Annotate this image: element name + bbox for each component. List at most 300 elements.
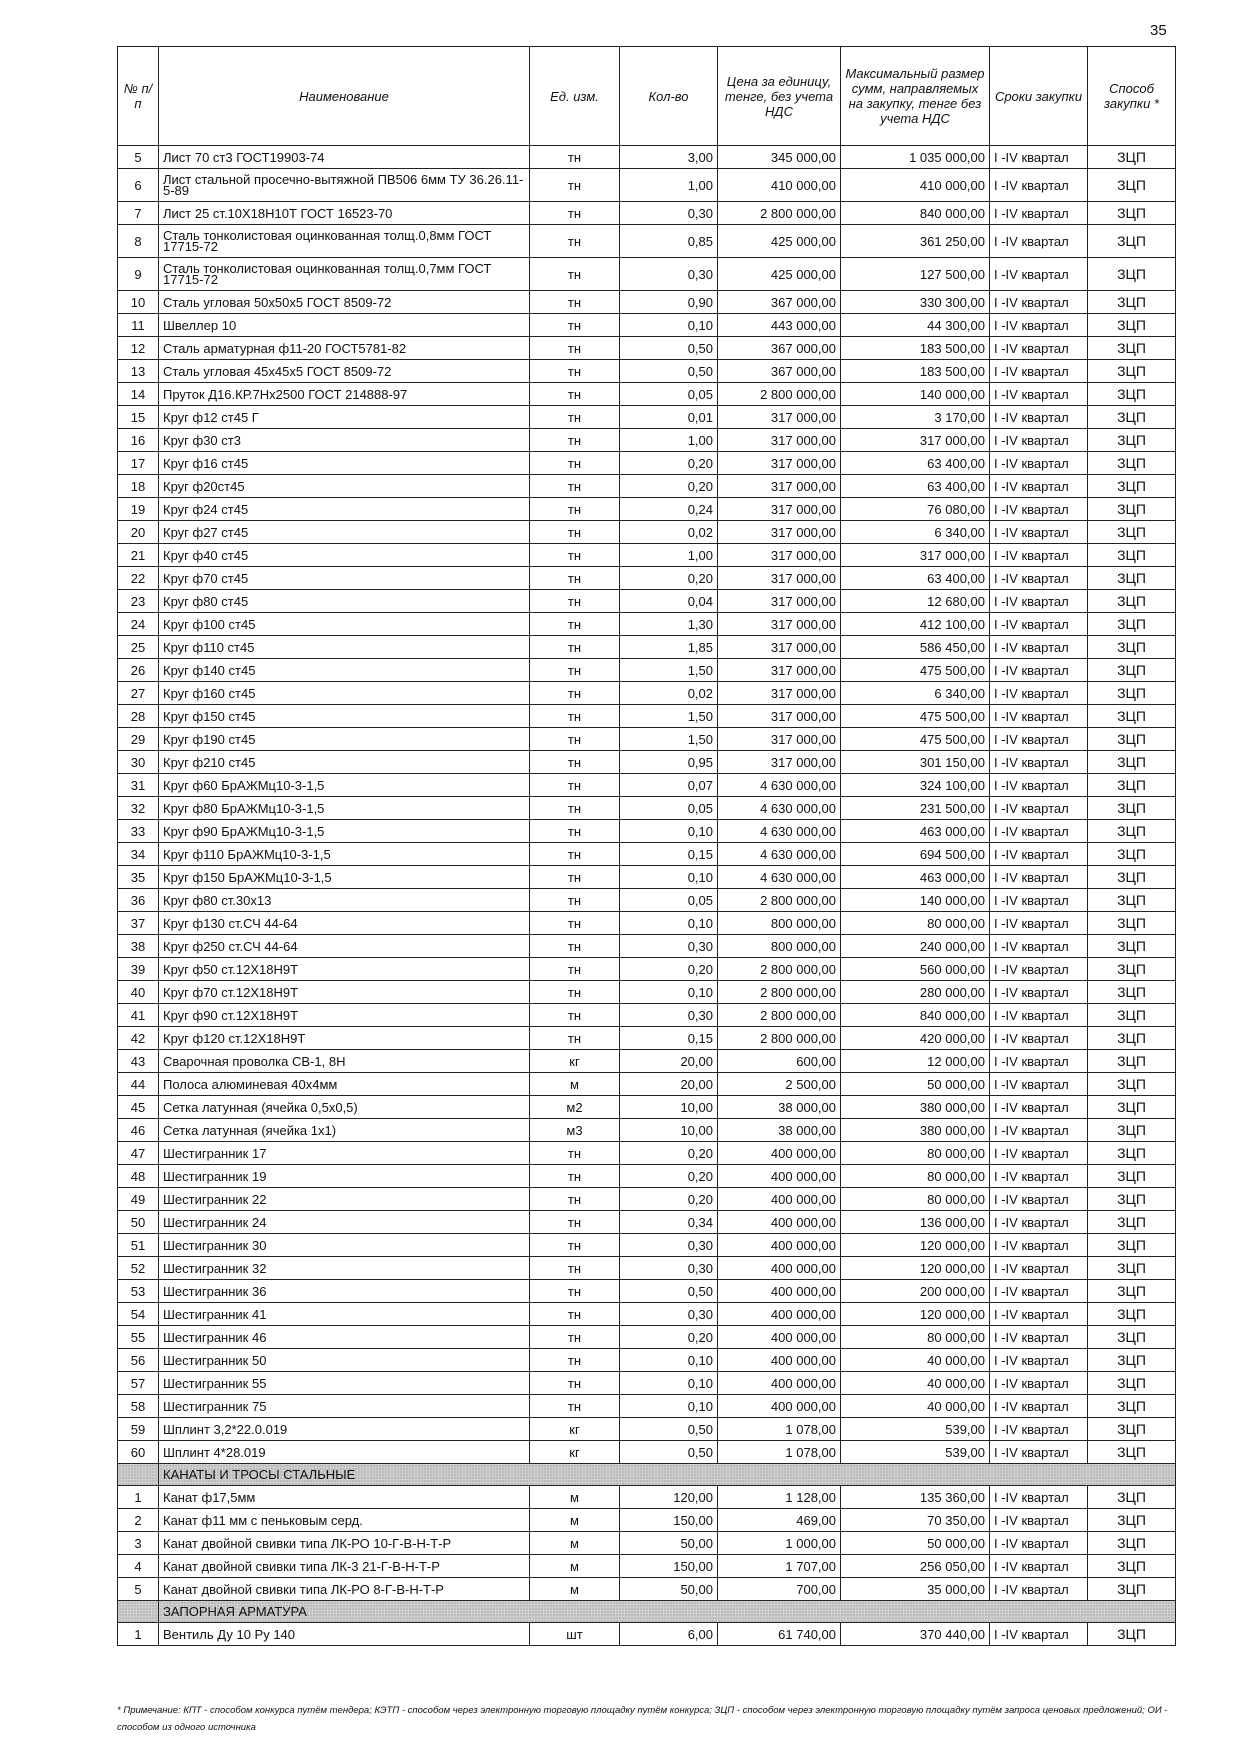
cell-max: 840 000,00 [841, 1004, 990, 1027]
cell-qty: 0,01 [620, 406, 718, 429]
cell-method: ЗЦП [1088, 202, 1176, 225]
cell-price: 61 740,00 [718, 1623, 841, 1646]
cell-name: Шестигранник 75 [159, 1395, 530, 1418]
cell-name: Сталь угловая 45х45х5 ГОСТ 8509-72 [159, 360, 530, 383]
cell-num: 9 [118, 258, 159, 291]
cell-name: Круг ф150 ст45 [159, 705, 530, 728]
cell-num: 40 [118, 981, 159, 1004]
table-row [118, 406, 1176, 429]
cell-max: 420 000,00 [841, 1027, 990, 1050]
cell-max: 80 000,00 [841, 1165, 990, 1188]
cell-max: 70 350,00 [841, 1509, 990, 1532]
cell-method: ЗЦП [1088, 258, 1176, 291]
cell-unit: тн [530, 728, 620, 751]
cell-method: ЗЦП [1088, 590, 1176, 613]
table-row [118, 383, 1176, 406]
cell-price: 2 800 000,00 [718, 981, 841, 1004]
cell-max: 280 000,00 [841, 981, 990, 1004]
cell-name: Круг ф120 ст.12Х18Н9Т [159, 1027, 530, 1050]
cell-name: Круг ф130 ст.СЧ 44-64 [159, 912, 530, 935]
table-row [118, 1349, 1176, 1372]
table-row [118, 935, 1176, 958]
cell-qty: 3,00 [620, 146, 718, 169]
cell-num: 56 [118, 1349, 159, 1372]
cell-max: 40 000,00 [841, 1349, 990, 1372]
cell-method: ЗЦП [1088, 889, 1176, 912]
cell-unit: тн [530, 544, 620, 567]
cell-qty: 0,10 [620, 981, 718, 1004]
cell-name: Шестигранник 36 [159, 1280, 530, 1303]
cell-method: ЗЦП [1088, 682, 1176, 705]
footnote: * Примечание: КПТ - способом конкурса путём тендера; КЭТП - способом через электронную торговую площадку путём конкурса; ЗЦП - способом через электронную торговую площадку путём запроса ценовых предложений; ОИ - способом из одного источника [117, 1705, 1168, 1733]
cell-unit: тн [530, 1188, 620, 1211]
cell-max: 6 340,00 [841, 682, 990, 705]
cell-unit: тн [530, 360, 620, 383]
cell-unit: тн [530, 521, 620, 544]
cell-max: 324 100,00 [841, 774, 990, 797]
cell-max: 35 000,00 [841, 1578, 990, 1601]
cell-term: I -IV квартал [990, 751, 1088, 774]
cell-qty: 0,30 [620, 258, 718, 291]
cell-term: I -IV квартал [990, 544, 1088, 567]
header-qty: Кол-во [620, 47, 718, 146]
cell-term: I -IV квартал [990, 1257, 1088, 1280]
cell-qty: 0,10 [620, 1395, 718, 1418]
cell-term: I -IV квартал [990, 1188, 1088, 1211]
cell-max: 44 300,00 [841, 314, 990, 337]
section-title: ЗАПОРНАЯ АРМАТУРА [159, 1601, 1176, 1623]
cell-term: I -IV квартал [990, 452, 1088, 475]
cell-unit: тн [530, 774, 620, 797]
cell-qty: 0,50 [620, 1280, 718, 1303]
cell-method: ЗЦП [1088, 452, 1176, 475]
cell-num: 7 [118, 202, 159, 225]
cell-method: ЗЦП [1088, 935, 1176, 958]
table-row [118, 475, 1176, 498]
cell-method: ЗЦП [1088, 1486, 1176, 1509]
cell-max: 12 680,00 [841, 590, 990, 613]
cell-unit: тн [530, 958, 620, 981]
cell-unit: тн [530, 225, 620, 258]
cell-num: 29 [118, 728, 159, 751]
cell-unit: тн [530, 1326, 620, 1349]
cell-name: Канат двойной свивки типа ЛК-3 21-Г-В-Н-Т-Р [159, 1555, 530, 1578]
cell-unit: тн [530, 498, 620, 521]
cell-price: 443 000,00 [718, 314, 841, 337]
cell-price: 4 630 000,00 [718, 797, 841, 820]
cell-qty: 1,00 [620, 429, 718, 452]
header-max: Максимальный размер сумм, направляемых на закупку, тенге без учета НДС [841, 47, 990, 146]
cell-method: ЗЦП [1088, 1532, 1176, 1555]
cell-price: 400 000,00 [718, 1257, 841, 1280]
header-term: Сроки закупки [990, 47, 1088, 146]
header-name: Наименование [159, 47, 530, 146]
cell-max: 63 400,00 [841, 452, 990, 475]
cell-max: 200 000,00 [841, 1280, 990, 1303]
cell-method: ЗЦП [1088, 751, 1176, 774]
cell-max: 256 050,00 [841, 1555, 990, 1578]
cell-term: I -IV квартал [990, 1280, 1088, 1303]
table-row [118, 1326, 1176, 1349]
cell-unit: тн [530, 659, 620, 682]
cell-price: 317 000,00 [718, 613, 841, 636]
cell-name: Шестигранник 24 [159, 1211, 530, 1234]
cell-price: 400 000,00 [718, 1349, 841, 1372]
table-row [118, 590, 1176, 613]
cell-qty: 0,30 [620, 1303, 718, 1326]
cell-num: 11 [118, 314, 159, 337]
cell-name: Шестигранник 46 [159, 1326, 530, 1349]
cell-method: ЗЦП [1088, 406, 1176, 429]
cell-num: 59 [118, 1418, 159, 1441]
cell-name: Пруток Д16.КР.7Нх2500 ГОСТ 214888-97 [159, 383, 530, 406]
table-row [118, 705, 1176, 728]
table-row [118, 1027, 1176, 1050]
cell-price: 400 000,00 [718, 1303, 841, 1326]
cell-unit: тн [530, 682, 620, 705]
cell-method: ЗЦП [1088, 1004, 1176, 1027]
cell-unit: тн [530, 452, 620, 475]
cell-name: Круг ф110 ст45 [159, 636, 530, 659]
cell-unit: м [530, 1486, 620, 1509]
cell-unit: м [530, 1578, 620, 1601]
cell-name: Шестигранник 19 [159, 1165, 530, 1188]
cell-qty: 50,00 [620, 1532, 718, 1555]
cell-term: I -IV квартал [990, 567, 1088, 590]
cell-method: ЗЦП [1088, 314, 1176, 337]
cell-qty: 0,10 [620, 820, 718, 843]
cell-term: I -IV квартал [990, 590, 1088, 613]
cell-name: Шестигранник 41 [159, 1303, 530, 1326]
cell-price: 317 000,00 [718, 406, 841, 429]
cell-num: 55 [118, 1326, 159, 1349]
cell-max: 127 500,00 [841, 258, 990, 291]
cell-qty: 0,34 [620, 1211, 718, 1234]
cell-qty: 10,00 [620, 1119, 718, 1142]
table-row [118, 751, 1176, 774]
cell-name: Круг ф90 БрАЖМц10-3-1,5 [159, 820, 530, 843]
cell-num: 60 [118, 1441, 159, 1464]
cell-name: Канат ф11 мм с пеньковым серд. [159, 1509, 530, 1532]
cell-method: ЗЦП [1088, 1280, 1176, 1303]
cell-max: 586 450,00 [841, 636, 990, 659]
cell-unit: тн [530, 1211, 620, 1234]
cell-max: 80 000,00 [841, 1188, 990, 1211]
cell-unit: тн [530, 981, 620, 1004]
table-row [118, 636, 1176, 659]
cell-price: 400 000,00 [718, 1395, 841, 1418]
cell-method: ЗЦП [1088, 1188, 1176, 1211]
table-row [118, 1623, 1176, 1646]
cell-qty: 1,85 [620, 636, 718, 659]
cell-term: I -IV квартал [990, 291, 1088, 314]
cell-term: I -IV квартал [990, 258, 1088, 291]
cell-max: 475 500,00 [841, 705, 990, 728]
cell-qty: 0,15 [620, 1027, 718, 1050]
cell-num: 35 [118, 866, 159, 889]
cell-price: 4 630 000,00 [718, 866, 841, 889]
cell-term: I -IV квартал [990, 1165, 1088, 1188]
cell-term: I -IV квартал [990, 1326, 1088, 1349]
cell-price: 317 000,00 [718, 452, 841, 475]
cell-max: 135 360,00 [841, 1486, 990, 1509]
table-row [118, 1211, 1176, 1234]
cell-term: I -IV квартал [990, 202, 1088, 225]
table-header-row [118, 47, 1176, 146]
table-row [118, 797, 1176, 820]
cell-name: Шестигранник 17 [159, 1142, 530, 1165]
cell-method: ЗЦП [1088, 659, 1176, 682]
cell-name: Сталь угловая 50х50х5 ГОСТ 8509-72 [159, 291, 530, 314]
cell-name: Круг ф50 ст.12Х18Н9Т [159, 958, 530, 981]
cell-price: 400 000,00 [718, 1280, 841, 1303]
header-unit: Ед. изм. [530, 47, 620, 146]
cell-price: 425 000,00 [718, 258, 841, 291]
cell-unit: тн [530, 935, 620, 958]
cell-method: ЗЦП [1088, 1234, 1176, 1257]
cell-method: ЗЦП [1088, 728, 1176, 751]
cell-qty: 0,05 [620, 797, 718, 820]
cell-qty: 0,10 [620, 866, 718, 889]
cell-qty: 0,50 [620, 1441, 718, 1464]
cell-max: 361 250,00 [841, 225, 990, 258]
cell-price: 2 800 000,00 [718, 889, 841, 912]
cell-unit: кг [530, 1418, 620, 1441]
cell-term: I -IV квартал [990, 774, 1088, 797]
table-body [118, 146, 1176, 1646]
cell-price: 400 000,00 [718, 1188, 841, 1211]
cell-method: ЗЦП [1088, 383, 1176, 406]
cell-name: Полоса алюминевая 40х4мм [159, 1073, 530, 1096]
cell-name: Круг ф20ст45 [159, 475, 530, 498]
table-row [118, 452, 1176, 475]
cell-price: 410 000,00 [718, 169, 841, 202]
cell-unit: тн [530, 258, 620, 291]
cell-qty: 1,00 [620, 169, 718, 202]
cell-max: 463 000,00 [841, 820, 990, 843]
cell-price: 317 000,00 [718, 636, 841, 659]
cell-qty: 0,20 [620, 475, 718, 498]
cell-method: ЗЦП [1088, 1578, 1176, 1601]
cell-term: I -IV квартал [990, 1486, 1088, 1509]
cell-price: 367 000,00 [718, 291, 841, 314]
table-row [118, 567, 1176, 590]
cell-name: Круг ф250 ст.СЧ 44-64 [159, 935, 530, 958]
cell-num: 49 [118, 1188, 159, 1211]
cell-qty: 0,20 [620, 567, 718, 590]
cell-unit: тн [530, 429, 620, 452]
cell-name: Круг ф27 ст45 [159, 521, 530, 544]
cell-term: I -IV квартал [990, 843, 1088, 866]
cell-method: ЗЦП [1088, 1142, 1176, 1165]
table-row [118, 820, 1176, 843]
cell-num: 22 [118, 567, 159, 590]
cell-term: I -IV квартал [990, 613, 1088, 636]
cell-method: ЗЦП [1088, 337, 1176, 360]
table-row [118, 1509, 1176, 1532]
cell-method: ЗЦП [1088, 1555, 1176, 1578]
cell-max: 80 000,00 [841, 912, 990, 935]
cell-unit: тн [530, 169, 620, 202]
cell-method: ЗЦП [1088, 636, 1176, 659]
cell-name: Вентиль Ду 10 Ру 140 [159, 1623, 530, 1646]
cell-price: 2 800 000,00 [718, 202, 841, 225]
cell-price: 400 000,00 [718, 1142, 841, 1165]
cell-name: Шестигранник 50 [159, 1349, 530, 1372]
cell-name: Круг ф100 ст45 [159, 613, 530, 636]
cell-price: 38 000,00 [718, 1096, 841, 1119]
cell-qty: 20,00 [620, 1073, 718, 1096]
section-title: КАНАТЫ И ТРОСЫ СТАЛЬНЫЕ [159, 1464, 1176, 1486]
cell-term: I -IV квартал [990, 1578, 1088, 1601]
cell-unit: тн [530, 912, 620, 935]
cell-term: I -IV квартал [990, 1555, 1088, 1578]
cell-num: 38 [118, 935, 159, 958]
section-spacer [118, 1464, 159, 1486]
cell-max: 120 000,00 [841, 1303, 990, 1326]
cell-qty: 0,07 [620, 774, 718, 797]
cell-price: 2 800 000,00 [718, 958, 841, 981]
cell-unit: тн [530, 1372, 620, 1395]
cell-unit: тн [530, 567, 620, 590]
cell-term: I -IV квартал [990, 820, 1088, 843]
cell-qty: 0,10 [620, 912, 718, 935]
cell-name: Шплинт 4*28.019 [159, 1441, 530, 1464]
cell-num: 15 [118, 406, 159, 429]
cell-term: I -IV квартал [990, 337, 1088, 360]
cell-num: 5 [118, 1578, 159, 1601]
cell-name: Шестигранник 30 [159, 1234, 530, 1257]
cell-name: Круг ф90 ст.12Х18Н9Т [159, 1004, 530, 1027]
cell-qty: 0,90 [620, 291, 718, 314]
cell-name: Шестигранник 22 [159, 1188, 530, 1211]
cell-max: 380 000,00 [841, 1119, 990, 1142]
cell-name: Шестигранник 55 [159, 1372, 530, 1395]
cell-unit: тн [530, 1234, 620, 1257]
cell-term: I -IV квартал [990, 225, 1088, 258]
cell-qty: 1,50 [620, 705, 718, 728]
cell-num: 20 [118, 521, 159, 544]
cell-num: 17 [118, 452, 159, 475]
cell-price: 317 000,00 [718, 682, 841, 705]
cell-term: I -IV квартал [990, 1418, 1088, 1441]
cell-price: 400 000,00 [718, 1326, 841, 1349]
cell-name: Сетка латунная (ячейка 0,5х0,5) [159, 1096, 530, 1119]
cell-term: I -IV квартал [990, 1096, 1088, 1119]
cell-qty: 120,00 [620, 1486, 718, 1509]
cell-price: 367 000,00 [718, 360, 841, 383]
cell-max: 694 500,00 [841, 843, 990, 866]
cell-unit: тн [530, 202, 620, 225]
cell-num: 54 [118, 1303, 159, 1326]
cell-price: 2 800 000,00 [718, 1004, 841, 1027]
cell-num: 1 [118, 1486, 159, 1509]
cell-name: Лист 25 ст.10Х18Н10Т ГОСТ 16523-70 [159, 202, 530, 225]
cell-term: I -IV квартал [990, 889, 1088, 912]
cell-term: I -IV квартал [990, 1395, 1088, 1418]
table-row [118, 1188, 1176, 1211]
cell-method: ЗЦП [1088, 1623, 1176, 1646]
cell-method: ЗЦП [1088, 567, 1176, 590]
cell-max: 63 400,00 [841, 567, 990, 590]
cell-unit: тн [530, 751, 620, 774]
cell-price: 2 800 000,00 [718, 1027, 841, 1050]
cell-term: I -IV квартал [990, 314, 1088, 337]
cell-method: ЗЦП [1088, 1509, 1176, 1532]
table-row [118, 682, 1176, 705]
cell-unit: тн [530, 146, 620, 169]
cell-max: 475 500,00 [841, 728, 990, 751]
cell-term: I -IV квартал [990, 360, 1088, 383]
cell-max: 412 100,00 [841, 613, 990, 636]
cell-num: 37 [118, 912, 159, 935]
cell-qty: 0,05 [620, 889, 718, 912]
cell-max: 3 170,00 [841, 406, 990, 429]
procurement-table [117, 46, 1176, 1646]
cell-num: 47 [118, 1142, 159, 1165]
cell-qty: 0,20 [620, 452, 718, 475]
cell-name: Круг ф160 ст45 [159, 682, 530, 705]
cell-term: I -IV квартал [990, 636, 1088, 659]
table-row [118, 1165, 1176, 1188]
cell-max: 40 000,00 [841, 1372, 990, 1395]
cell-num: 32 [118, 797, 159, 820]
cell-num: 34 [118, 843, 159, 866]
table-row [118, 1372, 1176, 1395]
cell-unit: тн [530, 889, 620, 912]
cell-qty: 0,30 [620, 935, 718, 958]
cell-price: 600,00 [718, 1050, 841, 1073]
cell-max: 80 000,00 [841, 1326, 990, 1349]
cell-qty: 0,30 [620, 202, 718, 225]
cell-name: Круг ф16 ст45 [159, 452, 530, 475]
cell-unit: тн [530, 797, 620, 820]
cell-unit: кг [530, 1441, 620, 1464]
cell-unit: тн [530, 1303, 620, 1326]
cell-price: 317 000,00 [718, 590, 841, 613]
cell-max: 140 000,00 [841, 889, 990, 912]
cell-num: 50 [118, 1211, 159, 1234]
cell-price: 38 000,00 [718, 1119, 841, 1142]
cell-name: Канат двойной свивки типа ЛК-РО 8-Г-В-Н-Т-Р [159, 1578, 530, 1601]
cell-num: 41 [118, 1004, 159, 1027]
table-row [118, 1280, 1176, 1303]
table-row [118, 774, 1176, 797]
table-row [118, 360, 1176, 383]
cell-name: Круг ф80 ст45 [159, 590, 530, 613]
cell-method: ЗЦП [1088, 820, 1176, 843]
cell-qty: 0,30 [620, 1004, 718, 1027]
cell-name: Круг ф110 БрАЖМц10-3-1,5 [159, 843, 530, 866]
cell-qty: 20,00 [620, 1050, 718, 1073]
cell-name: Шплинт 3,2*22.0.019 [159, 1418, 530, 1441]
cell-max: 50 000,00 [841, 1532, 990, 1555]
header-method: Способ закупки * [1088, 47, 1176, 146]
table-row [118, 659, 1176, 682]
cell-price: 317 000,00 [718, 475, 841, 498]
cell-num: 18 [118, 475, 159, 498]
section-row [118, 1464, 1176, 1486]
cell-price: 4 630 000,00 [718, 774, 841, 797]
cell-max: 140 000,00 [841, 383, 990, 406]
cell-method: ЗЦП [1088, 1119, 1176, 1142]
cell-method: ЗЦП [1088, 146, 1176, 169]
cell-unit: м [530, 1073, 620, 1096]
cell-method: ЗЦП [1088, 774, 1176, 797]
table-row [118, 521, 1176, 544]
cell-unit: тн [530, 1257, 620, 1280]
cell-num: 25 [118, 636, 159, 659]
